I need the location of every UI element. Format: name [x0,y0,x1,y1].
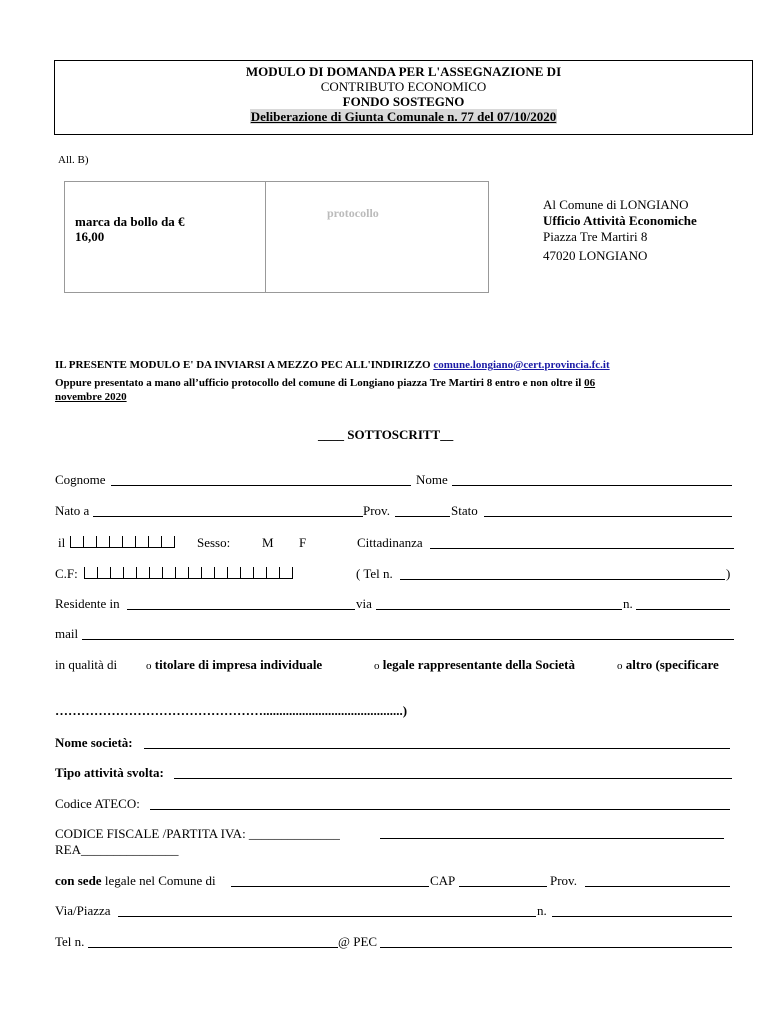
residente-field[interactable] [127,609,355,610]
radio-legale[interactable]: o [374,660,380,672]
sede-tel-label: Tel n. [55,934,85,949]
recipient-line3: Piazza Tre Martiri 8 [543,229,648,244]
protocollo-label: protocollo [327,206,379,220]
nome-societa-field[interactable] [144,748,730,749]
option-altro[interactable] [617,657,719,673]
sesso-m-option[interactable]: M [262,535,274,550]
recipient-line1: Al Comune di LONGIANO [543,197,689,212]
option-titolare[interactable] [146,657,322,673]
sesso-label: Sesso: [197,535,231,550]
option-legale[interactable] [374,657,575,673]
sede-label [55,873,216,889]
bollo-label [75,214,185,244]
option-altro-label: altro (specificare [625,657,719,672]
via-field[interactable] [376,609,622,610]
ateco-field[interactable] [150,809,730,810]
sede-prov-field[interactable] [585,886,730,887]
sede-civico-label: n. [537,903,547,918]
hand-delivery-notice [55,376,715,404]
tel-label: ( Tel n. [356,566,393,581]
cf-boxes[interactable] [84,567,293,579]
bollo-line2: 16,00 [75,229,105,244]
sesso-f-option[interactable]: F [299,535,307,550]
form-header [54,60,753,135]
sede-pec-label: @ PEC [338,934,378,949]
prov-label: Prov. [363,503,390,518]
birthdate-label: il [58,535,66,550]
recipient-line2: Ufficio Attività Economiche [543,213,697,228]
hand-notice-text: Oppure presentato a mano all’ufficio protocollo del comune di Longiano piazza Tre Martiri 8 entro e non oltre il [55,377,582,389]
stamp-box [64,181,489,293]
mail-label: mail [55,626,79,641]
pec-notice [55,359,610,371]
pec-email-link[interactable]: comune.longiano@cert.provincia.fc.it [433,359,610,371]
header-title: MODULO DI DOMANDA PER L'ASSEGNAZIONE DI [245,64,562,79]
header-subtitle: CONTRIBUTO ECONOMICO [320,79,487,94]
sede-tel-field[interactable] [88,947,338,948]
tipo-attivita-field[interactable] [174,778,732,779]
option-legale-label: legale rappresentante della Società [382,657,575,672]
stamp-divider [265,182,266,292]
birthdate-boxes[interactable] [70,536,175,548]
mail-field[interactable] [82,639,734,640]
radio-altro[interactable]: o [617,660,623,672]
sede-bold: con sede [55,873,102,888]
sede-prov-label: Prov. [550,873,577,888]
cf-label: C.F: [55,566,78,581]
residente-label: Residente in [55,596,120,611]
prov-field[interactable] [395,516,450,517]
cap-label: CAP [430,873,456,888]
recipient-block [543,197,697,264]
header-fund: FONDO SOSTEGNO [342,94,465,109]
cognome-field[interactable] [111,485,411,486]
pec-notice-text: IL PRESENTE MODULO E' DA INVIARSI A MEZZO PEC ALL'INDIRIZZO [55,359,431,371]
recipient-line4: 47020 LONGIANO [543,248,648,263]
cognome-label: Cognome [55,472,106,487]
cf-piva-label: CODICE FISCALE /PARTITA IVA: ______________ [55,826,340,841]
civico-label: n. [623,596,633,611]
cittadinanza-label: Cittadinanza [357,535,423,550]
stato-label: Stato [451,503,478,518]
nome-societa-label: Nome società: [55,735,133,750]
via-piazza-field[interactable] [118,916,536,917]
stato-field[interactable] [484,516,732,517]
sede-rest: legale nel Comune di [104,873,216,888]
deadline-month: novembre 2020 [55,391,127,403]
header-deliberation: Deliberazione di Giunta Comunale n. 77 del 07/10/2020 [250,109,557,124]
sede-pec-field[interactable] [380,947,732,948]
via-label: via [356,596,372,611]
via-piazza-label: Via/Piazza [55,903,111,918]
nato-label: Nato a [55,503,90,518]
tel-field[interactable] [400,579,725,580]
altro-specify-field[interactable]: …………………………………………...........................................) [55,703,408,718]
nato-field[interactable] [93,516,363,517]
nome-label: Nome [416,472,448,487]
cap-field[interactable] [459,886,547,887]
cf-piva-field[interactable] [380,838,724,839]
cittadinanza-field[interactable] [430,548,734,549]
tipo-attivita-label: Tipo attività svolta: [55,765,164,780]
attachment-label: All. B) [58,154,89,166]
tel-close: ) [726,566,731,581]
bollo-line1: marca da bollo da € [75,214,185,229]
qualita-label: in qualità di [55,657,118,672]
radio-titolare[interactable]: o [146,660,152,672]
sede-civico-field[interactable] [552,916,732,917]
option-titolare-label: titolare di impresa individuale [154,657,323,672]
nome-field[interactable] [452,485,732,486]
section-title: ____ SOTTOSCRITT__ [318,427,454,442]
sede-comune-field[interactable] [231,886,429,887]
deadline-day: 06 [584,377,596,389]
rea-field[interactable]: REA_______________ [55,842,179,857]
ateco-label: Codice ATECO: [55,796,140,811]
civico-field[interactable] [636,609,730,610]
